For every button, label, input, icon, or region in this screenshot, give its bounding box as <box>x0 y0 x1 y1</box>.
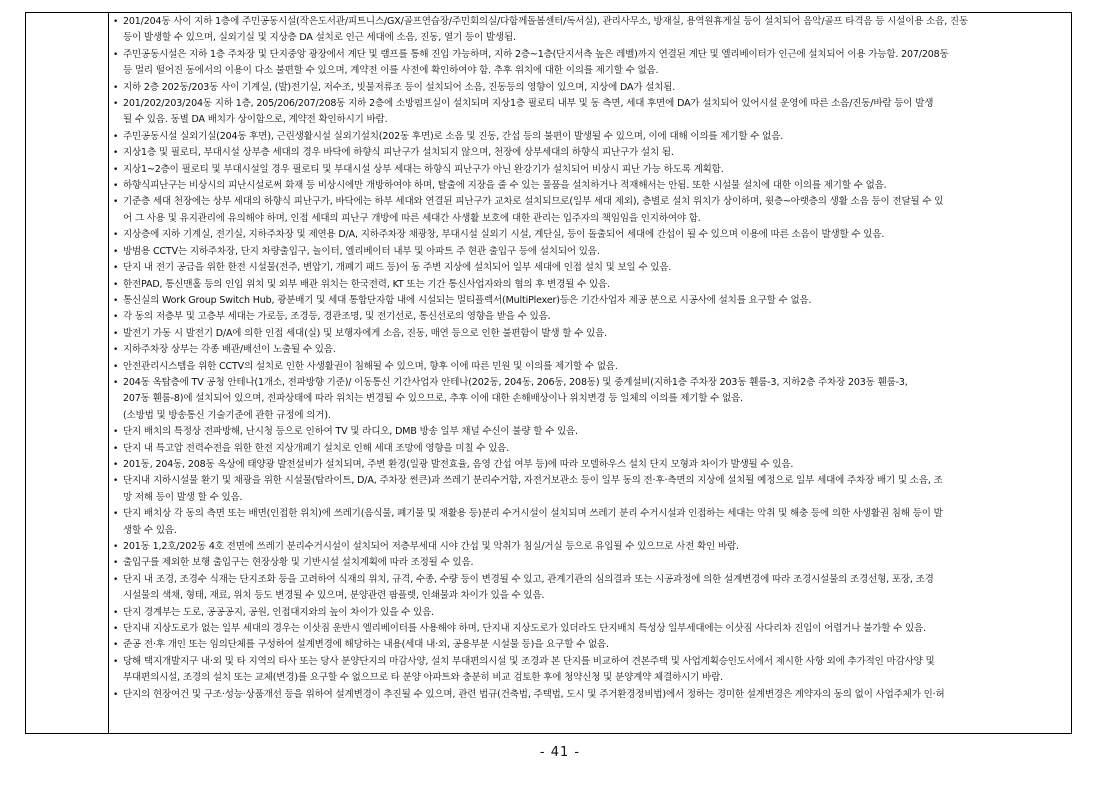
bullet-marker: • <box>113 509 119 520</box>
notice-item <box>113 424 1065 440</box>
notice-item-text: 될 수 있음. 동별 DA 배치가 상이함으로, 계약전 확인하시기 바람. <box>123 114 388 126</box>
notice-item-text: 단지 내 전기 공급을 위한 한전 시설물(전주, 변압기, 개폐기 패드 등)이 동 주변 지상에 설치되어 일부 세대에 인접 설치 및 보일 수 있음. <box>123 262 672 274</box>
bullet-marker: • <box>113 230 119 241</box>
notice-item-text: 출입구를 제외한 보행 출입구는 현장상황 및 기반시설 설치계획에 따라 조정될 수 있음. <box>123 557 474 569</box>
bullet-marker: • <box>113 345 119 356</box>
notice-item-text: 통신실의 Work Group Switch Hub, 광분배기 및 세대 통합단자함 내에 시설되는 멀티플렉서(MultiPlexer)등은 기간사업자 제공 분으로 시공사에 설치를 요구할 수 없음. <box>123 294 812 306</box>
table-left-column <box>26 13 109 733</box>
notice-item <box>113 637 1065 653</box>
bullet-marker: • <box>113 131 119 142</box>
notice-item <box>113 441 1065 457</box>
notice-item <box>113 96 1065 129</box>
bullet-marker: • <box>113 312 119 323</box>
notice-item-text: 지상층에 지하 기계실, 전기실, 지하주차장 및 제연용 D/A, 지하주차장 채광창, 부대시설 실외기 시설, 계단실, 등이 돌출되어 세대에 간섭이 될 수 있으며 이용에 따른 소음이 발생할 수 있음. <box>123 229 885 241</box>
notice-item-text: 201/202/203/204동 지하 1층, 205/206/207/208동 지하 2층에 소방펌프실이 설치되며 지상1층 필로티 내부 및 동 측면, 세대 후면에 DA가 설치되어 있어시설 운영에 따른 소음/진동/바람 등이 발생 <box>123 98 934 110</box>
notice-item <box>113 178 1065 194</box>
notice-item <box>113 473 1065 506</box>
bullet-marker: • <box>113 99 119 110</box>
notice-item-text: 207동 휀룸-8)에 설치되어 있으며, 전파상태에 따라 위치는 변경될 수 있으므로, 추후 이에 대한 손해배상이나 위치변경 등 일체의 이의를 제기할 수 없음. <box>123 393 743 405</box>
notice-item-text: 당해 택지개발지구 내·외 및 타 지역의 타사 또는 당사 분양단지의 마감사양, 설치 부대편의시설 및 조경과 본 단지를 비교하여 견본주택 및 사업계획승인도서에서 제시한 사항 외에 추가적인 마감사양 및 <box>123 655 935 667</box>
notice-item-text: 기준층 세대 천장에는 상부 세대의 하향식 피난구가, 바닥에는 하부 세대와 연결된 피난구가 교차로 설치되므로(일부 세대 제외), 층별로 설치 위치가 상이하며, 윗층~아랫층의 생활 소음 등이 전달될 수 있 <box>123 196 944 208</box>
notice-item <box>113 359 1065 375</box>
notice-item <box>113 457 1065 473</box>
bullet-marker: • <box>113 246 119 257</box>
bullet-marker: • <box>113 164 119 175</box>
notice-item-text: 지상1층 및 필로티, 부대시설 상부층 세대의 경우 바닥에 하향식 피난구가 설치되지 않으며, 천장에 상부세대의 하향식 피난구가 설치 됨. <box>123 147 674 159</box>
notice-item <box>113 621 1065 637</box>
notice-item-text: 201동, 204동, 208동 옥상에 태양광 발전설비가 설치되며, 주변 환경(일광 발전효율, 음영 간섭 여부 등)에 따라 모델하우스 설치 단지 모형과 차이가 발생될 수 있음. <box>123 458 794 470</box>
notice-item <box>113 555 1065 571</box>
notice-item-text: 등 멀리 떨어진 동에서의 이용이 다소 불편할 수 있으며, 계약전 이를 사전에 확인하여야 함. 추후 위치에 대한 이의를 제기할 수 없음. <box>123 65 659 77</box>
page-number: - 41 - <box>539 745 581 760</box>
bullet-marker: • <box>113 377 119 388</box>
notice-item <box>113 277 1065 293</box>
notice-item <box>113 145 1065 161</box>
notice-item-text: 단지 배치상 각 동의 측면 또는 배면(인접한 위치)에 쓰레기(음식물, 폐기물 및 재활용 등)분리 수거시설이 설치되며 쓰레기 분리 수거시설과 인접하는 세대는 악취 및 해충 등에 의한 사생활권 침해 등이 발 <box>123 508 943 520</box>
bullet-marker: • <box>113 459 119 470</box>
notice-item-text: 201동 1,2호/202동 4호 전면에 쓰레기 분리수거시설이 설치되어 저층부세대 시야 간섭 및 악취가 침실/거실 등으로 유입될 수 있으므로 사전 확인 바람. <box>123 541 739 552</box>
notice-item <box>113 129 1065 145</box>
notice-item <box>113 539 1065 555</box>
notice-item-text: 등이 발생할 수 있으며, 실외기실 및 지상층 DA 설치로 인근 세대에 소음, 진동, 열기 등이 발생됨. <box>123 32 516 44</box>
notice-item <box>113 309 1065 325</box>
notice-item-text: 발전기 가동 시 발전기 D/A에 의한 인접 세대(실) 및 보행자에게 소음, 진동, 매연 등으로 인한 불편함이 발생 할 수 있음. <box>123 327 608 339</box>
notice-item-text: 단지 배치의 특정상 전파방해, 난시청 등으로 인하여 TV 및 라디오, DMB 방송 일부 채널 수신이 불량 할 수 있음. <box>123 426 578 438</box>
bullet-marker: • <box>113 197 119 208</box>
notice-item-text: 주민공동시설 실외기실(204동 후면), 근린생활시설 실외기설치(202동 후면)로 소음 및 진동, 간섭 등의 불편이 발생될 수 있으며, 이에 대해 이의를 제기할 수 없음. <box>123 130 784 142</box>
bullet-marker: • <box>113 17 119 27</box>
notice-item-text: 방범용 CCTV는 지하주차장, 단지 차량출입구, 놀이터, 엘리베이터 내부 및 아파트 주 현관 출입구 등에 설치되어 있음. <box>123 245 600 257</box>
notice-item-text: 단지 경계부는 도로, 공공공지, 공원, 인접대지와의 높이 차이가 있을 수 있음. <box>123 606 434 618</box>
notice-item <box>113 47 1065 80</box>
bullet-marker: • <box>113 574 119 585</box>
notice-item-text: 단지내 지하시설물 환기 및 채광을 위한 시설물(탑라이트, D/A, 주차장 썬큰)과 쓰레기 분리수거함, 자전거보관소 등이 일부 동의 전·후·측면의 지상에 설치될 예정으로 일부 세대에 주차장 배기 및 소음, 조 <box>123 475 943 487</box>
notice-content-cell <box>113 14 1065 733</box>
notice-item-text: 지하 2층 202동/203동 사이 기계실, (발)전기실, 저수조, 빗물저류조 등이 설치되어 소음, 진동등의 영향이 있으며, 지상에 DA가 설치됨. <box>123 81 676 93</box>
notice-table <box>25 12 1072 734</box>
notice-item-text: 시설물의 색채, 형태, 재료, 위치 등도 변경될 수 있으며, 분양관련 팜플렛, 인쇄물과 차이가 있을 수 있음. <box>123 590 545 602</box>
bullet-marker: • <box>113 542 119 552</box>
notice-item-text: 각 동의 저층부 및 고층부 세대는 가로등, 조경등, 경관조명, 및 전기선로, 통신선로의 영향을 받을 수 있음. <box>123 311 551 323</box>
notice-item <box>113 605 1065 621</box>
notice-item-text: 주민공동시설은 지하 1층 주차장 및 단지중앙 광장에서 계단 및 램프를 통해 진입 가능하며, 지하 2층~1층(단지서측 높은 레벨)까지 연결된 계단 및 엘리베이터가 인근에 설치되어 이용 가능함. 207/208동 <box>123 48 949 60</box>
notice-item-text: 단지 내 특고압 전력수전을 위한 한전 지상개폐기 설치로 인해 세대 조망에 영향을 미칠 수 있음. <box>123 442 510 454</box>
bullet-marker: • <box>113 640 119 651</box>
notice-item <box>113 227 1065 243</box>
bullet-marker: • <box>113 49 119 60</box>
bullet-marker: • <box>113 279 119 290</box>
bullet-marker: • <box>113 82 119 93</box>
notice-item-text: 어 그 사용 및 유지관리에 유의해야 하며, 인접 세대의 피난구 개방에 따른 세대간 사생활 보호에 대한 관리는 입주자의 책임임을 인지하여야 함. <box>123 212 701 224</box>
bullet-marker: • <box>113 295 119 306</box>
notice-item-text: 안전관리시스템을 위한 CCTV의 설치로 인한 사생활권이 침해될 수 있으며, 향후 이에 따른 민원 및 이의를 제기할 수 없음. <box>123 360 618 372</box>
notice-item-text: 부대편의시설, 조경의 설치 또는 교체(변경)를 요구할 수 없으므로 타 분양 아파트와 충분히 비교 검토한 후에 청약신청 및 분양계약 체결하시기 바람. <box>123 672 723 684</box>
bullet-marker: • <box>113 558 119 569</box>
notice-item <box>113 572 1065 605</box>
notice-item-text: 한전PAD, 통신맨홀 등의 인입 위치 및 외부 배관 위치는 한국전력, KT 또는 기간 통신사업자와의 협의 후 변경될 수 있음. <box>123 278 610 290</box>
notice-item-text: 지하주차장 상부는 각종 배관/배선이 노출될 수 있음. <box>123 344 336 356</box>
notice-item <box>113 375 1065 424</box>
bullet-marker: • <box>113 148 119 159</box>
notice-item <box>113 162 1065 178</box>
notice-item <box>113 14 1065 47</box>
notice-item <box>113 293 1065 309</box>
bullet-marker: • <box>113 263 119 274</box>
bullet-marker: • <box>113 328 119 339</box>
bullet-marker: • <box>113 607 119 618</box>
notice-item-text: 단지의 현장여건 및 구조·성능·상품개선 등을 위하여 설계변경이 추진될 수 있으며, 관련 법규(건축법, 주택법, 도시 및 주거환경정비법)에서 정하는 경미한 설계변경은 계약자의 동의 없이 사업주체가 인·허 <box>123 688 945 700</box>
bullet-marker: • <box>113 624 119 635</box>
bullet-marker: • <box>113 656 119 667</box>
notice-item <box>113 194 1065 227</box>
notice-item <box>113 654 1065 687</box>
bullet-marker: • <box>113 443 119 454</box>
notice-item-text: 201/204동 사이 지하 1층에 주민공동시설(작은도서관/피트니스/GX/골프연습장/주민회의실/다함께돌봄센터/독서실), 관리사무소, 방재실, 용역원휴게실 등이 설치되어 음악/골프 타격음 등 시설이용 소음, 진동 <box>123 16 968 27</box>
bullet-marker: • <box>113 181 119 192</box>
notice-item <box>113 244 1065 260</box>
bullet-marker: • <box>113 689 119 700</box>
bullet-marker: • <box>113 476 119 487</box>
notice-item <box>113 342 1065 358</box>
notice-item-text: 지상1~2층이 필로티 및 부대시설일 경우 필로티 및 부대시설 상부 세대는 하향식 피난구가 아닌 완강기가 설치되어 비상시 피난 가능 하도록 계획함. <box>123 163 724 175</box>
notice-item <box>113 506 1065 539</box>
notice-item <box>113 326 1065 342</box>
notice-item-text: 단지 내 조경, 조경수 식재는 단지조화 등을 고려하여 식재의 위치, 규격, 수종, 수량 등이 변경될 수 있고, 관계기관의 심의결과 또는 시공과정에 의한 설계변경에 따라 조경시설물의 조경선형, 포장, 조경 <box>123 573 934 585</box>
notice-item <box>113 260 1065 276</box>
notice-item <box>113 687 1065 703</box>
bullet-marker: • <box>113 361 119 372</box>
notice-item-text: 준공 전·후 개인 또는 임의단체를 구성하여 설계변경에 해당하는 내용(세대 내·외, 공용부분 시설물 등)을 요구할 수 없음. <box>123 639 609 651</box>
notice-list <box>113 14 1065 703</box>
notice-item <box>113 80 1065 96</box>
notice-item-text: (소방법 및 방송통신 기술기준에 관한 규정에 의거). <box>123 409 331 421</box>
notice-item-text: 망 저해 등이 발생 할 수 있음. <box>123 491 243 503</box>
bullet-marker: • <box>113 427 119 438</box>
notice-item-text: 204동 옥탑층에 TV 공청 안테나(1개소, 전파방향 기준)/ 이동통신 기간사업자 안테나(202동, 204동, 206동, 208동) 및 중계설비(지하1층 주차장 203동 휀룸-3, 지하2층 주차장 203동 휀룸-3, <box>123 376 908 388</box>
notice-item-text: 생할 수 있음. <box>123 524 177 536</box>
notice-item-text: 하향식피난구는 비상시의 피난시설로써 화재 등 비상시에만 개방하여야 하며, 탈출에 지장을 줄 수 있는 물품을 설치하거나 적재해서는 안됨. 또한 시설물 설치에 대한 이의를 제기할 수 없음. <box>123 180 887 192</box>
notice-item-text: 단지내 지상도로가 없는 일부 세대의 경우는 이삿짐 운반시 엘리베이터를 사용해야 하며, 단지내 지상도로가 있더라도 단지배치 특성상 일부세대에는 이삿짐 사다리차 진입이 어렵거나 불가할 수 있음. <box>123 623 926 635</box>
